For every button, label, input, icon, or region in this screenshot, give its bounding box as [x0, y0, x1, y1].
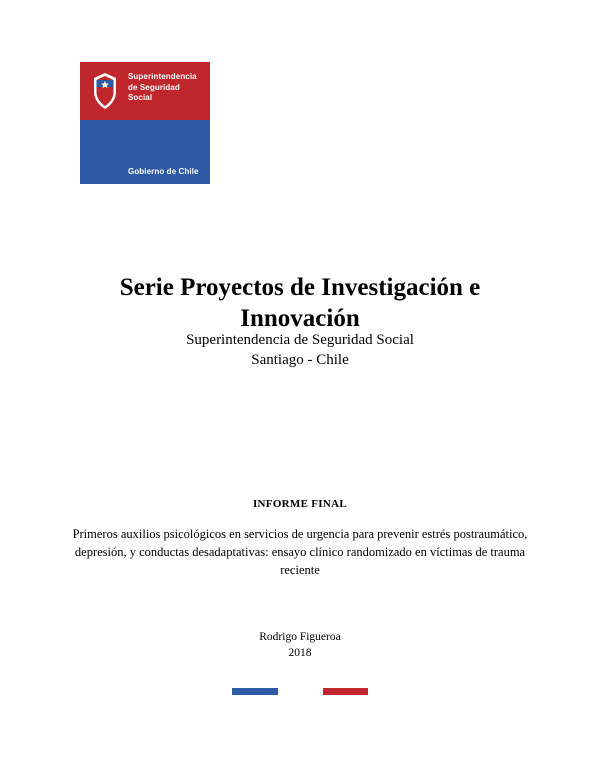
report-title: Primeros auxilios psicológicos en servicios de urgencia para prevenir estrés postraumático, depresión, y conductas desadaptativas: ensayo clínico randomizado en víctimas de trauma reciente	[72, 527, 528, 577]
logo-red-band	[80, 62, 210, 120]
logo-organization-text: Superintendencia de Seguridad Social	[128, 72, 197, 102]
logo-government-text: Gobierno de Chile	[128, 167, 199, 176]
chile-coat-of-arms-icon	[92, 72, 118, 110]
author-name: Rodrigo Figueroa	[259, 631, 341, 643]
page-title: Serie Proyectos de Investigación e Innovación	[119, 274, 481, 332]
footer-bar-white-segment	[278, 688, 323, 695]
institution-subtitle: Superintendencia de Seguridad Social	[186, 332, 414, 348]
publication-year: 2018	[288, 647, 312, 659]
institution-logo	[80, 62, 210, 184]
footer-color-bar	[232, 688, 368, 695]
footer-bar-red-segment	[323, 688, 368, 695]
report-type-label: INFORME FINAL	[252, 498, 348, 510]
city-subtitle: Santiago - Chile	[251, 352, 349, 368]
footer-bar-blue-segment	[232, 688, 278, 695]
logo-blue-band	[80, 120, 210, 184]
